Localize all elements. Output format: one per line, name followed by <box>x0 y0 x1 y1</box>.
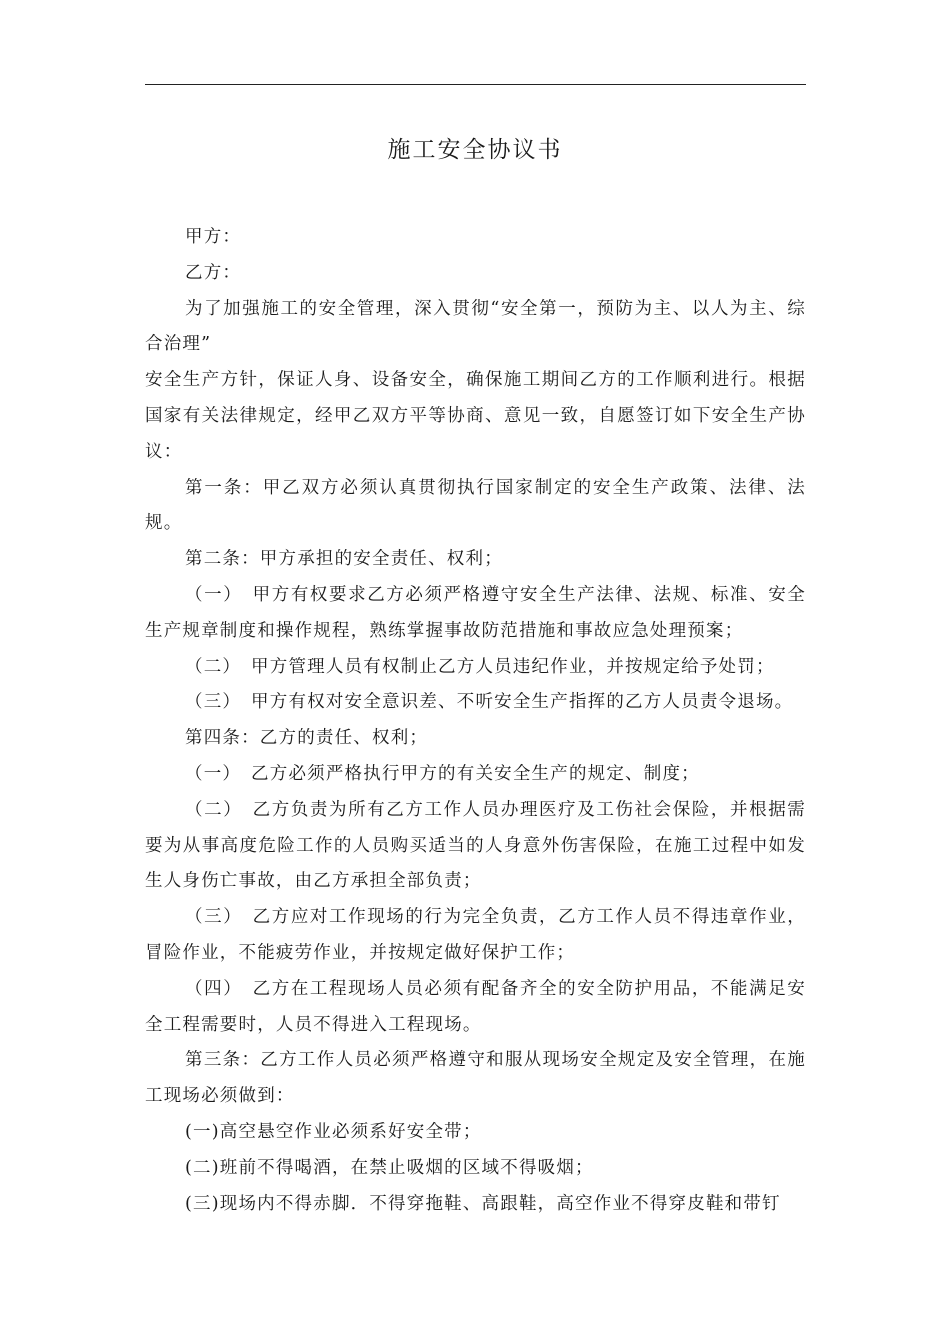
article-4-item: （四） 乙方在工程现场人员必须有配备齐全的安全防护用品，不能满足安全工程需要时，人员不得进入工程现场。 <box>145 978 806 1035</box>
article-4-heading: 第四条：乙方的责任、权利； <box>185 728 429 749</box>
article-3-item: (三)现场内不得赤脚．不得穿拖鞋、高跟鞋，高空作业不得穿皮鞋和带钉 <box>185 1193 781 1214</box>
article-2-item: （二） 甲方管理人员有权制止乙方人员违纪作业，并按规定给予处罚； <box>185 656 775 677</box>
article-2-item: （一） 甲方有权要求乙方必须严格遵守安全生产法律、法规、标准、安全生产规章制度和操作规程，熟练掌握事故防范措施和事故应急处理预案； <box>145 584 806 641</box>
article-4-item: （一） 乙方必须严格执行甲方的有关安全生产的规定、制度； <box>185 763 700 784</box>
document-body <box>145 220 806 1222</box>
article-4-item: （二） 乙方负责为所有乙方工作人员办理医疗及工伤社会保险，并根据需要为从事高度危险工作的人员购买适当的人身意外伤害保险，在施工过程中如发生人身伤亡事故，由乙方承担全部负责； <box>145 799 806 892</box>
party-b-line: 乙方： <box>185 262 242 283</box>
document-title: 施工安全协议书 <box>387 137 563 163</box>
article-1: 第一条：甲乙双方必须认真贯彻执行国家制定的安全生产政策、法律、法规。 <box>145 477 806 534</box>
article-2-heading: 第二条：甲方承担的安全责任、权利； <box>185 549 503 570</box>
article-2-item: （三） 甲方有权对安全意识差、不听安全生产指挥的乙方人员责令退场。 <box>185 692 794 713</box>
article-3-heading: 第三条：乙方工作人员必须严格遵守和服从现场安全规定及安全管理，在施工现场必须做到： <box>145 1050 806 1107</box>
intro-paragraph-1: 为了加强施工的安全管理，深入贯彻“安全第一，预防为主、以人为主、综合治理” <box>145 298 806 355</box>
header-rule <box>145 84 806 85</box>
article-3-item: (二)班前不得喝酒，在禁止吸烟的区域不得吸烟； <box>185 1157 594 1178</box>
intro-paragraph-2: 安全生产方针，保证人身、设备安全，确保施工期间乙方的工作顺利进行。根据国家有关法律规定，经甲乙双方平等协商、意见一致，自愿签订如下安全生产协议： <box>145 370 806 462</box>
party-a-line: 甲方： <box>185 227 242 247</box>
article-3-item: (一)高空悬空作业必须系好安全带； <box>185 1121 482 1142</box>
article-4-item: （三） 乙方应对工作现场的行为完全负责，乙方工作人员不得违章作业，冒险作业，不能疲劳作业，并按规定做好保护工作； <box>145 907 806 963</box>
